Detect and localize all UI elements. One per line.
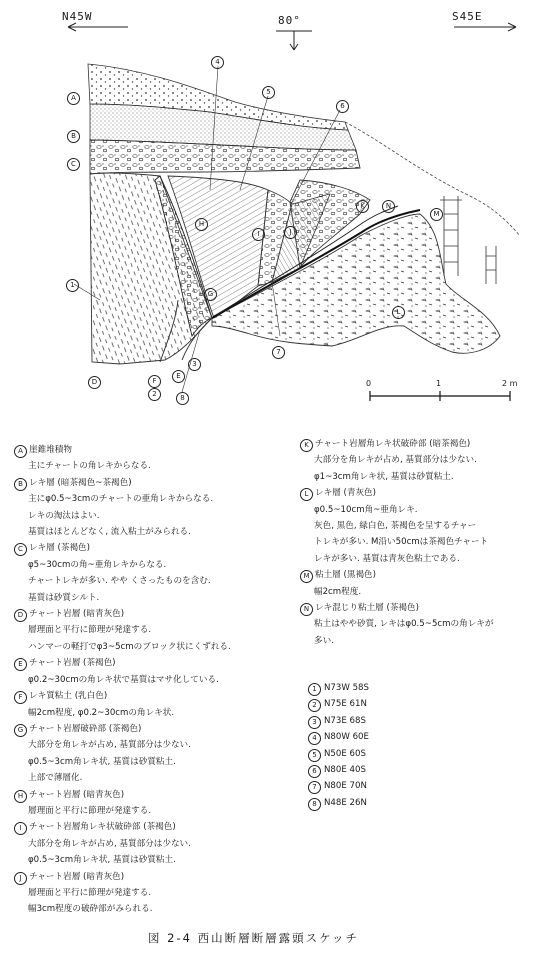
legend-entry-m — [300, 567, 493, 600]
legend-title — [300, 567, 493, 583]
label-num-8: 8 — [176, 392, 189, 405]
legend-key-badge: K — [300, 439, 313, 452]
legend-line: φ1~3cm角レキ状, 基質は砂質粘土. — [314, 471, 454, 482]
label-num-1: 1 — [66, 279, 79, 292]
legend-line: 上部で薄層化. — [28, 773, 83, 784]
legend-title — [14, 540, 231, 556]
legend-key-badge: G — [14, 724, 27, 737]
legend-line: φ0.5~10cm角~亜角レキ. — [314, 504, 418, 515]
legend-line: 大部分を角レキが占め, 基質部分は少ない. — [28, 740, 191, 751]
scale-tick-0: 0 — [366, 379, 372, 388]
scale-tick-1: 1 — [436, 379, 442, 388]
dip-angle-label: 80° — [278, 14, 301, 27]
legend-entry-f — [14, 688, 231, 721]
legend-line: 粘土はやや砂質, レキはφ0.5~5cmの角レキが — [314, 619, 494, 630]
dip-arrow — [276, 31, 312, 50]
strike-dip-list — [308, 680, 369, 811]
legend-line: 層理面と平行に節理が発達する. — [28, 625, 152, 636]
legend-line: レキが多い. 基質は青灰色粘土である. — [314, 553, 460, 564]
direction-left-label: N45W — [62, 10, 93, 23]
legend-entry-g — [14, 721, 231, 787]
strike-row — [308, 762, 369, 778]
legend-entry-a — [14, 442, 231, 475]
legend-right — [300, 436, 493, 649]
label-a: A — [67, 92, 80, 105]
strike-row — [308, 696, 369, 712]
legend-key-badge: M — [300, 570, 313, 583]
legend-line: 幅2cm程度, φ0.2~30cmの角レキ状. — [28, 707, 175, 718]
label-h: H — [195, 218, 208, 231]
legend-entry-e — [14, 655, 231, 688]
strike-value: N75E 61N — [324, 699, 367, 710]
strike-value: N73E 68S — [324, 715, 366, 726]
legend-key-badge: F — [14, 691, 27, 704]
legend-line: 層理面と平行に節理が発達する. — [28, 805, 152, 816]
legend-entry-c — [14, 540, 231, 606]
strike-row — [308, 795, 369, 811]
label-k: K — [356, 200, 369, 213]
label-n: N — [382, 200, 395, 213]
label-c: C — [67, 158, 80, 171]
strike-row — [308, 680, 369, 696]
legend-title — [300, 485, 493, 501]
legend-entry-n — [300, 600, 493, 649]
legend-line: φ0.5~3cm角レキ状, 基質は砂質粘土. — [28, 855, 176, 866]
label-j: J — [284, 226, 297, 239]
direction-right-label: S45E — [452, 10, 483, 23]
strike-value: N80E 40S — [324, 765, 366, 776]
strike-row — [308, 778, 369, 794]
legend-entry-j — [14, 869, 231, 918]
label-i: I — [252, 228, 265, 241]
legend-title-text: 崖錐堆積物 — [29, 445, 72, 455]
ladder-feature — [440, 196, 462, 276]
legend-key-badge: C — [14, 543, 27, 556]
legend-title — [14, 475, 231, 491]
scale-tick-2: 2 m — [502, 379, 518, 388]
strike-row — [308, 746, 369, 762]
direction-arrow-left — [68, 23, 128, 31]
legend-line: チャートレキが多い. やや くさったものを含む. — [28, 576, 211, 587]
legend-left — [14, 442, 231, 918]
label-num-5: 5 — [262, 86, 275, 99]
legend-title-text: チャート岩層 (暗青灰色) — [29, 871, 125, 882]
ladder-feature-2 — [486, 246, 496, 284]
legend-line: 灰色, 黒色, 緑白色, 茶褐色を呈するチャー — [314, 521, 477, 532]
legend-title — [14, 442, 231, 458]
strike-key-badge: 4 — [308, 732, 321, 745]
strike-value: N48E 26N — [324, 797, 367, 808]
legend-key-badge: E — [14, 658, 27, 671]
legend-key-badge: D — [14, 609, 27, 622]
label-num-6: 6 — [336, 100, 349, 113]
legend-title-text: チャート岩層 (暗青灰色) — [29, 609, 125, 620]
label-num-3: 3 — [188, 358, 201, 371]
figure-caption: 図 2-4 西山断層断層露頭スケッチ — [148, 931, 360, 945]
legend-title — [14, 721, 231, 737]
legend-key-badge: A — [14, 445, 27, 458]
strike-value: N73W 58S — [324, 683, 369, 693]
label-num-4: 4 — [211, 56, 224, 69]
strike-row — [308, 729, 369, 745]
legend-key-badge: I — [14, 822, 27, 835]
legend-title-text: レキ混じり粘土層 (茶褐色) — [315, 603, 419, 614]
legend-line: ハンマーの軽打でφ3~5cmのブロック状にくずれる. — [28, 641, 231, 652]
legend-line: 主にφ0.5~3cmのチャートの亜角レキからなる. — [28, 494, 214, 505]
legend-title-text: チャート岩層角レキ状破砕部 (暗茶褐色) — [315, 439, 471, 449]
legend-line: 主にチャートの角レキからなる. — [28, 461, 151, 472]
legend-key-badge: B — [14, 478, 27, 491]
strike-value: N80W 60E — [324, 732, 369, 743]
legend-title — [14, 688, 231, 704]
legend-line: 多い. — [314, 635, 334, 646]
legend-line: レキの淘汰はよい. — [28, 510, 100, 521]
legend-title-text: レキ層 (茶褐色) — [29, 543, 90, 554]
label-e: E — [172, 370, 185, 383]
legend-title — [14, 869, 231, 885]
legend-title-text: チャート岩層破砕部 (茶褐色) — [29, 723, 142, 734]
label-f: F — [148, 375, 161, 388]
legend-title-text: レキ層 (青灰色) — [315, 488, 376, 499]
strike-key-badge: 7 — [308, 781, 321, 794]
label-num-2: 2 — [148, 388, 161, 401]
legend-entry-b — [14, 475, 231, 541]
legend-title-text: チャート岩層 (暗青灰色) — [29, 789, 125, 800]
legend-line: 基質はほとんどなく, 流入粘土がみられる. — [28, 527, 191, 538]
legend-key-badge: J — [14, 872, 27, 885]
legend-key-badge: N — [300, 603, 313, 616]
legend-line: 大部分を角レキが占め, 基質部分は少ない. — [28, 838, 191, 849]
legend-entry-i — [14, 819, 231, 868]
direction-arrow-right — [454, 23, 516, 31]
legend-line: 幅3cm程度の破砕部がみられる. — [28, 904, 153, 915]
legend-title — [14, 819, 231, 835]
label-l: L — [392, 306, 405, 319]
legend-entry-l — [300, 485, 493, 567]
strike-value: N50E 60S — [324, 748, 366, 759]
scale-bar — [370, 391, 510, 401]
strike-value: N80E 70N — [324, 781, 367, 792]
legend-entry-k — [300, 436, 493, 485]
strike-key-badge: 8 — [308, 798, 321, 811]
legend-title — [300, 436, 493, 452]
label-b: B — [67, 130, 80, 143]
strike-key-badge: 6 — [308, 765, 321, 778]
legend-line: φ0.2~30cmの角レキ状で基質はマサ化している. — [28, 674, 219, 685]
legend-line: 大部分を角レキが占め, 基質部分は少ない. — [314, 455, 477, 466]
legend-line: φ5~30cmの角~亜角レキからなる. — [28, 559, 167, 570]
legend-title — [300, 600, 493, 616]
legend-line: トレキが多い. M沿い50cmは茶褐色チャート — [314, 537, 489, 548]
strike-key-badge: 2 — [308, 699, 321, 712]
strike-key-badge: 3 — [308, 716, 321, 729]
legend-line: φ0.5~3cm角レキ状, 基質は砂質粘土. — [28, 756, 176, 767]
legend-title-text: チャート岩層 (茶褐色) — [29, 658, 116, 669]
legend-title — [14, 655, 231, 671]
legend-title-text: 粘土層 (黒褐色) — [315, 570, 376, 581]
legend-entry-h — [14, 787, 231, 820]
legend-title-text: チャート岩層角レキ状破砕部 (茶褐色) — [29, 822, 176, 833]
legend-title — [14, 787, 231, 803]
legend-line: 幅2cm程度. — [314, 586, 362, 597]
legend-title-text: レキ層 (暗茶褐色~茶褐色) — [29, 477, 132, 488]
legend-key-badge: L — [300, 488, 313, 501]
legend-title — [14, 606, 231, 622]
legend-title-text: レキ質粘土 (乳白色) — [29, 691, 108, 702]
strike-row — [308, 713, 369, 729]
legend-line: 基質は砂質シルト. — [28, 592, 100, 603]
strike-key-badge: 5 — [308, 749, 321, 762]
legend-entry-d — [14, 606, 231, 655]
label-num-7: 7 — [272, 346, 285, 359]
legend-line: 層理面と平行に節理が発達する. — [28, 887, 152, 898]
label-g: G — [204, 288, 217, 301]
label-m: M — [430, 208, 443, 221]
strike-key-badge: 1 — [308, 683, 321, 696]
label-d: D — [88, 376, 101, 389]
legend-key-badge: H — [14, 790, 27, 803]
